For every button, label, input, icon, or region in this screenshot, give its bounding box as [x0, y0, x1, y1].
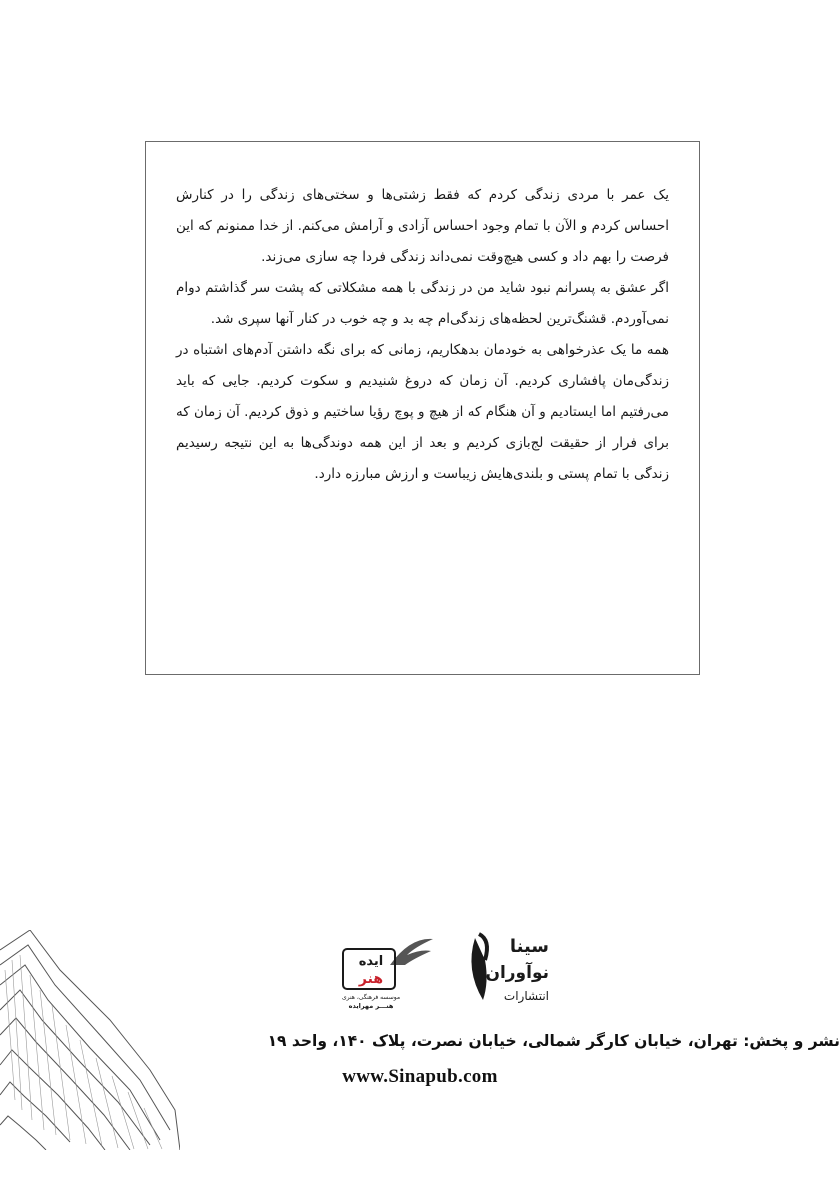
text-frame [145, 141, 700, 675]
body-text [176, 180, 669, 490]
website-url: www.Sinapub.com [342, 1066, 498, 1087]
institute-logo [335, 935, 435, 1010]
paragraph-3: همه ما یک عذرخواهی به خودمان بدهکاریم، زمانی که برای نگه داشتن آدم‌های اشتباه در زندگی‌مان پافشاری کردیم. آن زمان که دروغ شنیدیم و سکوت کردیم. جایی که باید می‌رفتیم اما ایستادیم و آن هنگام که از هیچ و پوچ رؤیا ساختیم و ذوق کردیم. آن زمان که برای فرار از حقیقت لج‌بازی کردیم و بعد از این همه دوندگی‌ها به این نتیجه رسیدیم زندگی با تمام پستی و بلندی‌هایش زیباست و ارزش مبارزه دارد. [176, 342, 669, 482]
publisher-logo [455, 930, 555, 1010]
paragraph-2: اگر عشق به پسرانم نبود شاید من در زندگی با همه مشکلاتی که پشت سر گذاشتم دوام نمی‌آوردم. قشنگ‌ترین لحظه‌های زندگی‌ام چه بد و چه خوب در کنار آنها سپری شد. [176, 280, 669, 327]
institute-name-2: هنر [358, 971, 384, 987]
publisher-address: نشر و پخش: تهران، خیابان کارگر شمالی، خیابان نصرت، پلاک ۱۴۰، واحد ۱۹ [267, 1032, 840, 1050]
publisher-name-line-3: انتشارات [503, 989, 549, 1003]
institute-subtitle-2: هنـــر مهرایده [348, 1002, 394, 1010]
institute-subtitle-1: موسسه فرهنگی، هنری [341, 994, 401, 1001]
institute-name-1: ایده [358, 954, 384, 969]
publisher-name-line-1: سینا [509, 936, 549, 957]
publisher-name-line-2: نوآوران [485, 963, 549, 983]
paragraph-1: یک عمر با مردی زندگی کردم که فقط زشتی‌ها و سختی‌های زندگی را در کنارش احساس کردم و الآن با تمام وجود احساس آزادی و آرامش می‌کنم. از خدا ممنونم که این فرصت را بهم داد و کسی هیچ‌وقت نمی‌داند زندگی فردا چه سازی می‌زند. [176, 187, 669, 265]
